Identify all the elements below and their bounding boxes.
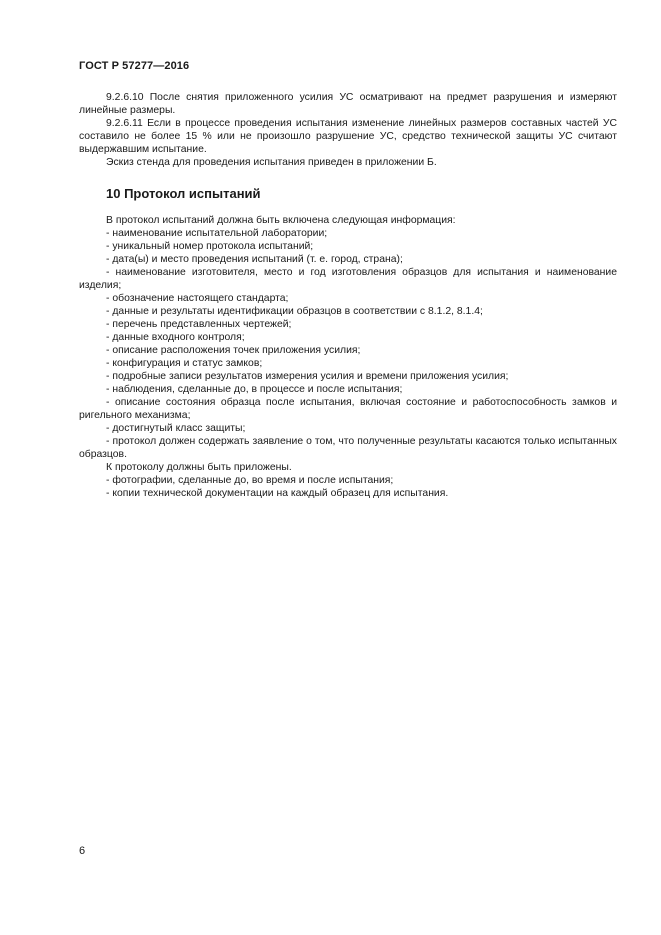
- clause-9-2-6-11: 9.2.6.11 Если в процессе проведения испытания изменение линейных размеров составных частей УС составило не более 15 % или не произошло разрушение УС, средство технической защиты УС считают выдержавшим испытание.: [79, 118, 617, 155]
- list-item: - протокол должен содержать заявление о том, что полученные результаты касаются только испытанных образцов.: [79, 436, 617, 460]
- list-item: - фотографии, сделанные до, во время и после испытания;: [106, 475, 394, 486]
- clause-sketch-note: Эскиз стенда для проведения испытания приведен в приложении Б.: [106, 157, 437, 168]
- list-item: - наименование испытательной лаборатории;: [106, 228, 328, 239]
- list-item: - перечень представленных чертежей;: [106, 319, 292, 330]
- page-content: [79, 91, 617, 500]
- clause-9-2-6-10: 9.2.6.10 После снятия приложенного усилия УС осматривают на предмет разрушения и измеряют линейные размеры.: [79, 92, 617, 116]
- list-item: - наблюдения, сделанные до, в процессе и после испытания;: [106, 384, 403, 395]
- list-item: - достигнутый класс защиты;: [106, 423, 246, 434]
- list-item: - дата(ы) и место проведения испытаний (т. е. город, страна);: [106, 254, 403, 265]
- section-intro: В протокол испытаний должна быть включена следующая информация:: [106, 215, 456, 226]
- list-item: - подробные записи результатов измерения усилия и времени приложения усилия;: [106, 371, 509, 382]
- section-title: 10 Протокол испытаний: [106, 186, 261, 201]
- list-item: - уникальный номер протокола испытаний;: [106, 241, 314, 252]
- document-code: ГОСТ Р 57277—2016: [79, 60, 190, 72]
- list-item: - конфигурация и статус замков;: [106, 358, 263, 369]
- report-items-list: [79, 227, 617, 461]
- list-item: - данные входного контроля;: [106, 332, 245, 343]
- list-item: - наименование изготовителя, место и год изготовления образцов для испытания и наименование изделия;: [79, 267, 617, 291]
- list-item: - описание расположения точек приложения усилия;: [106, 345, 361, 356]
- list-item: - копии технической документации на каждый образец для испытания.: [106, 488, 449, 499]
- attachments-intro: К протоколу должны быть приложены.: [106, 462, 292, 473]
- page-number: 6: [79, 845, 86, 857]
- attachments-list: [79, 474, 617, 500]
- list-item: - описание состояния образца после испытания, включая состояние и работоспособность замков и ригельного механизма;: [79, 397, 617, 421]
- list-item: - данные и результаты идентификации образцов в соответствии с 8.1.2, 8.1.4;: [106, 306, 483, 317]
- list-item: - обозначение настоящего стандарта;: [106, 293, 289, 304]
